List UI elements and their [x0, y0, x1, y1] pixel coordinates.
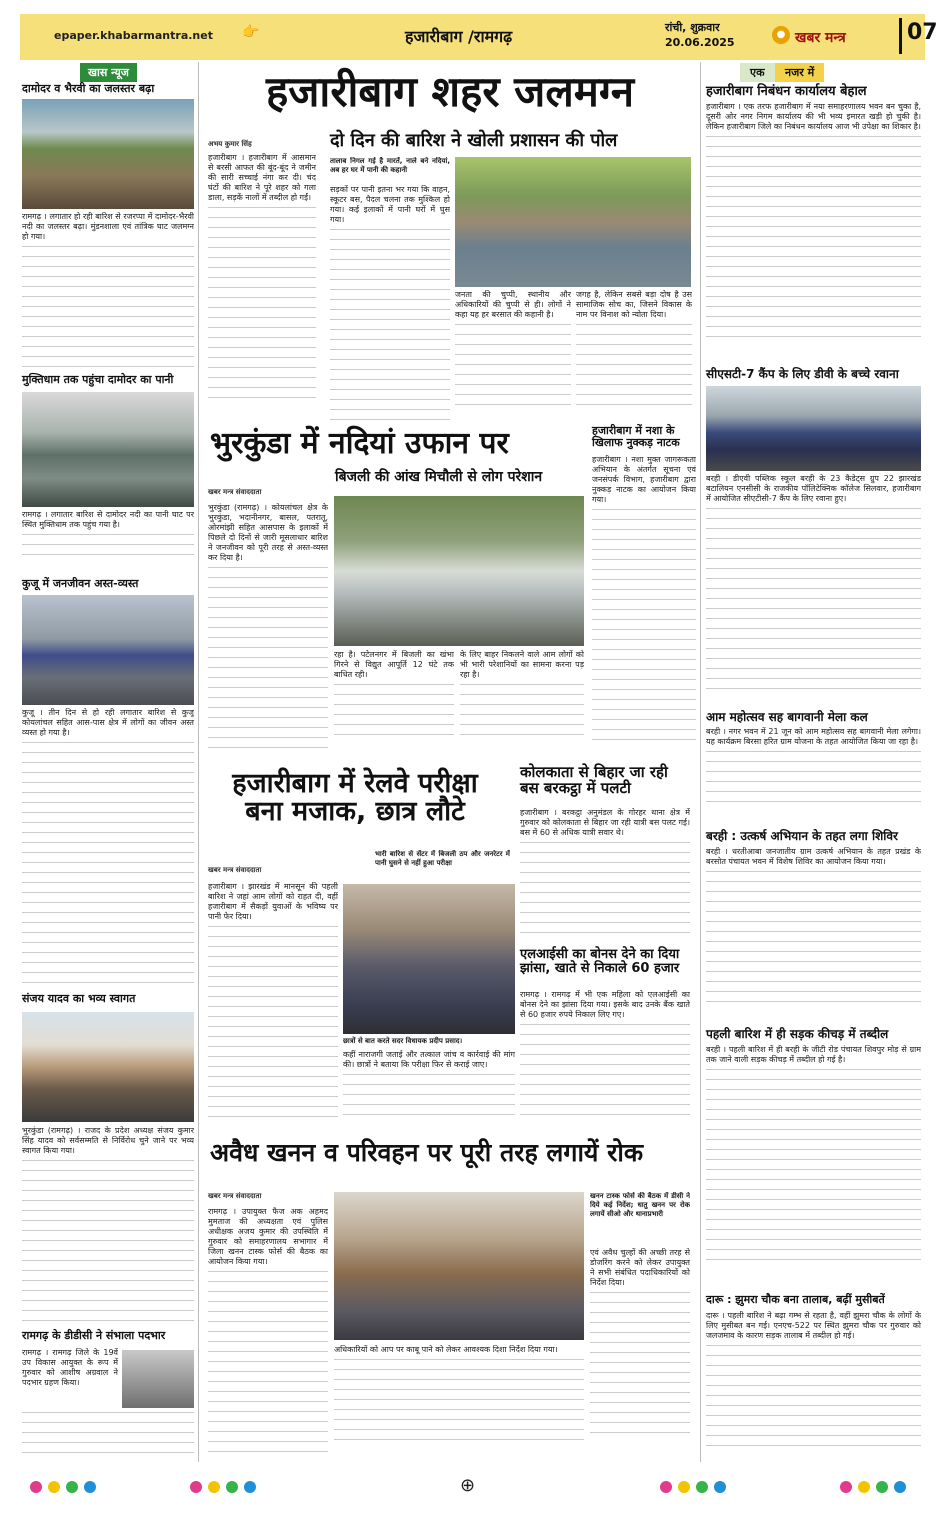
footer-registration-strip: [20, 1471, 925, 1501]
headline[interactable]: भुरकुंडा में नदियां उफान पर: [210, 426, 509, 461]
article-text: हजारीबाग । नशा मुक्त जागरूकता अभियान के अंतर्गत सूचना एवं जनसंपर्क विभाग, हजारीबाग द्वारा नुक्कड़ नाटक का आयोजन किया गया।: [592, 455, 696, 755]
registration-dot: [894, 1481, 906, 1493]
article-text: रामगढ़ । रामगढ़ जिले के 19वें उप विकास आयुक्त के रूप में गुरुवार को आशीष अग्रवाल ने पदभार ग्रहण किया।: [22, 1348, 118, 1387]
logo-icon: ●: [772, 26, 790, 44]
section-tag: खास न्यूज: [80, 63, 137, 82]
article-text: अधिकारियों को आप पर काबू पाने को लेकर आवश्यक दिशा निर्देश दिया गया।: [334, 1345, 584, 1462]
byline: खबर मन्त्र संवाददाता: [208, 866, 262, 874]
registration-dot: [48, 1481, 60, 1493]
column-divider: [198, 62, 199, 1462]
article-text: बरही । पहली बारिश में ही बरही के जीटी रोड पंचायत शिवपुर मोड़ से ग्राम तक जाने वाली सड़क कीचड़ में तब्दील हो गई है।: [706, 1045, 921, 1290]
article-text: बरही । धरतीआबा जनजातीय ग्राम उत्कर्ष अभियान के तहत प्रखंड के बरसोत पंचायत भवन में विशेष शिविर का आयोजन किया गया।: [706, 847, 921, 1025]
registration-dot: [876, 1481, 888, 1493]
page-number: 07: [907, 20, 938, 45]
article-text: एवं अवैध चुल्हों की अच्छी तरह से डोजरिंग करने को लेकर उपायुक्त ने सभी संबंधित पदाधिकारियों को निर्देश दिया।: [590, 1248, 690, 1462]
article-text: के लिए बाहर निकलने वाले आम लोगों को भी भारी परेशानियों का सामना करना पड़ रहा है।: [460, 650, 584, 750]
headline[interactable]: पहली बारिश में ही सड़क कीचड़ में तब्दील: [706, 1027, 889, 1041]
ddc-portrait-photo[interactable]: [122, 1350, 194, 1408]
article-text: दारू । पहली बारिश ने बढ़ा गम्भ से रहता है, वहीं झुमरा चौक के लोगों के लिए मुसीबत बन गई। एनएच-522 पर स्थित झुमरा चौक पर गुरुवार को जलजमाव के कारण सड़क तालाब में तब्दील हो गई।: [706, 1311, 921, 1462]
registration-dot: [30, 1481, 42, 1493]
article-text: जगह है, लेकिन सबसे बड़ा दोष है उस सामाजिक सोच का, जिसने विकास के नाम पर विनाश को न्योता दिया।: [576, 290, 692, 430]
article-text: हजारीबाग । बरकट्ठा अनुमंडल के गोरहर थाना क्षेत्र में गुरुवार को कोलकाता से बिहार जा रही यात्री बस पलट गई। बस में 60 से अधिक यात्री सवार थे।: [520, 808, 690, 943]
newspaper-logo: खबर मन्त्र: [795, 30, 846, 46]
ncc-cadets-photo[interactable]: [706, 386, 921, 471]
registration-dot: [678, 1481, 690, 1493]
headline[interactable]: मुक्तिधाम तक पहुंचा दामोदर का पानी: [22, 373, 174, 386]
registration-dot: [244, 1481, 256, 1493]
article-text: रामगढ़ । लगातार बारिश से दामोदर नदी का पानी घाट पर स्थित मुक्तिधाम तक पहुंच गया है।: [22, 510, 194, 572]
crematorium-flood-photo[interactable]: [22, 392, 194, 507]
registration-dot: [660, 1481, 672, 1493]
headline[interactable]: दामोदर व भैरवी का जलस्तर बढ़ा: [22, 82, 155, 95]
article-text: बरही । नगर भवन में 21 जून को आम महोत्सव सह बागवानी मेला लगेगा। यह कार्यक्रम बिरसा हरित ग्राम योजना के तहत आयोजित किया जा रहा है।: [706, 727, 921, 827]
byline: अभय कुमार सिंह: [208, 140, 252, 148]
flood-river-photo[interactable]: [22, 99, 194, 209]
headline[interactable]: एलआईसी का बोनस देने का दिया झांसा, खाते से निकाले 60 हजार: [520, 947, 680, 976]
lead-banner-headline[interactable]: हजारीबाग शहर जलमग्न: [265, 67, 635, 116]
registration-dot: [84, 1481, 96, 1493]
article-text: कहीं नाराजगी जताई और तत्काल जांच व कार्रवाई की मांग की। छात्रों ने बताया कि परीक्षा फिर से कराई जाए।: [343, 1050, 515, 1128]
byline: खबर मन्त्र संवाददाता: [208, 1192, 262, 1200]
article-text: जनता की चुप्पी, स्थानीय और अधिकारियों की चुप्पी से ही। लोगों ने कहा यह हर बरसात की कहानी है।: [455, 290, 571, 430]
welcome-ceremony-photo[interactable]: [22, 1012, 194, 1122]
article-text: हजारीबाग । हजारीबाग में आसमान से बरसी आफत की बूंद-बूंद ने जमीन की सारी सच्चाई नंगा कर दी। चंद घंटों की बारिश ने पूरे शहर को गला डाला, सड़कें नालों में तब्दील हो गईं।: [208, 153, 316, 428]
dateline-city: रांची, शुक्रवार: [665, 21, 720, 34]
registration-dot: [714, 1481, 726, 1493]
subheadline: तालाब निगल गई है मारतें, नाले बने नदियां, अब हर घर में पानी की कहानी: [330, 157, 450, 174]
registration-dot: [840, 1481, 852, 1493]
article-text: रामगढ़ । लगातार हो रही बारिश से रजरप्पा में दामोदर-भैरवी नदी का जलस्तर बढ़ा। मुंडनशाला एवं तांत्रिक घाट जलमग्न हो गया।: [22, 212, 194, 370]
headline[interactable]: हजारीबाग निबंधन कार्यालय बेहाल: [706, 84, 867, 99]
students-with-mla-photo[interactable]: [343, 884, 515, 1034]
headline[interactable]: दो दिन की बारिश ने खोली प्रशासन की पोल: [330, 130, 618, 151]
registration-dot: [696, 1481, 708, 1493]
headline[interactable]: हजारीबाग में नशा के खिलाफ नुक्कड़ नाटक: [592, 424, 680, 449]
overflowing-river-photo[interactable]: [334, 496, 584, 646]
registration-dot: [190, 1481, 202, 1493]
section-tag: एक: [740, 63, 775, 82]
headline[interactable]: दारू : झुमरा चौक बना तालाब, बढ़ीं मुसीबतें: [706, 1293, 885, 1306]
site-url[interactable]: epaper.khabarmantra.net: [54, 29, 213, 42]
headline[interactable]: कुजू में जनजीवन अस्त-व्यस्त: [22, 577, 139, 590]
waterlogged-rail-photo[interactable]: [22, 595, 194, 705]
divider: [899, 18, 902, 54]
photo-caption: खनन टास्क फोर्स की बैठक में डीसी ने दिये कई निर्देश; धातु खनन पर रोक लगायें सीओ और थानाप्रभारी: [590, 1192, 690, 1218]
headline[interactable]: हजारीबाग में रेलवे परीक्षा बना मजाक, छात्र लौटे: [232, 768, 478, 828]
dateline-date: 20.06.2025: [665, 36, 735, 49]
registration-dot: [226, 1481, 238, 1493]
subheadline: बिजली की आंख मिचौली से लोग परेशान: [335, 469, 543, 485]
headline[interactable]: सीएसटी-7 कैंप के लिए डीवी के बच्चे रवाना: [706, 367, 899, 381]
task-force-meeting-photo[interactable]: [334, 1192, 584, 1340]
section-tag: नजर में: [775, 63, 824, 82]
headline[interactable]: रामगढ़ के डीडीसी ने संभाला पदभार: [22, 1329, 166, 1342]
section-title: हजारीबाग /रामगढ़: [405, 27, 513, 46]
photo-caption: छात्रों से बात करते सदर विधायक प्रदीप प्रसाद।: [343, 1037, 463, 1045]
subheadline: भारी बारिश से सेंटर में बिजली ठप और जनरेटर में पानी घुसने से नहीं हुआ परीक्षा: [375, 850, 510, 867]
headline[interactable]: संजय यादव का भव्य स्वागत: [22, 992, 136, 1005]
text-lines: [22, 1412, 194, 1462]
headline[interactable]: कोलकाता से बिहार जा रही बस बरकट्ठा में पलटी: [520, 763, 668, 797]
article-text: रामगढ़ । उपायुक्त फैज अक अहमद मुमताज की अध्यक्षता एवं पुलिस अधीक्षक अजय कुमार की उपस्थिति में गुरुवार को समाहरणालय सभागार में जिला खनन टास्क फोर्स की बैठक का आयोजन किया गया।: [208, 1207, 328, 1462]
article-text: रहा है। पटेलनगर में बिजली का खंभा गिरने से विद्युत आपूर्ति 12 घंटे तक बाधित रही।: [334, 650, 454, 750]
registration-dot: [66, 1481, 78, 1493]
article-text: बरही । डीएवी पब्लिक स्कूल बरही के 23 कैडेट्स ग्रुप 22 झारखंड बटालियन एनसीसी के राजकीय पॉलिटेक्निक कॉलेज सिलवार, हजारीबाग में आयोजित सीएटीसी-7 कैंप के लिए रवाना हुए।: [706, 474, 921, 704]
registration-dot: [208, 1481, 220, 1493]
column-divider: [700, 62, 701, 1462]
article-text: सड़कों पर पानी इतना भर गया कि वाहन, स्कूटर बस, पैदल चलना तक मुश्किल हो गया। कई इलाकों में पानी घरों में घुस गया।: [330, 185, 450, 430]
headline[interactable]: बरही : उत्कर्ष अभियान के तहत लगा शिविर: [706, 829, 898, 843]
registration-dot: [858, 1481, 870, 1493]
article-text: हजारीबाग । एक तरफ हजारीबाग में नया समाहरणालय भवन बन चुका है, दूसरी ओर नगर निगम कार्यालय की भी भव्य इमारत खड़ी हो चुकी है। लेकिन हजारीबाग जिले का निबंधन कार्यालय आज भी उपेक्षा का शिकार है।: [706, 102, 921, 364]
article-text: भुरकुंडा (रामगढ़) । राजद के प्रदेश अध्यक्ष संजय कुमार सिंह यादव को सर्वसम्मति से निर्विरोध चुने जाने पर भव्य स्वागत किया गया।: [22, 1126, 194, 1326]
article-text: भुरकुंडा (रामगढ़) । कोयलांचल क्षेत्र के भुरकुंडा, भदानीनगर, बासल, पतरातू, ओरमांझी सहित आसपास के इलाकों में पिछले दो दिनों से जारी मूसलाधार बारिश ने जनजीवन को पूरी तरह से अस्त-व्यस्त कर दिया है।: [208, 503, 328, 753]
article-text: हजारीबाग । झारखंड में मानसून की पहली बारिश ने जहां आम लोगों को राहत दी, वहीं हजारीबाग में सैकड़ों युवाओं के भविष्य पर पानी फेर दिया।: [208, 882, 338, 1128]
masthead: [20, 14, 938, 60]
people-in-floodwater-photo[interactable]: [455, 157, 691, 287]
registration-mark-icon: ⊕: [460, 1475, 476, 1496]
cursor-icon: 👉: [242, 24, 260, 40]
headline[interactable]: अवैध खनन व परिवहन पर पूरी तरह लगायें रोक: [210, 1138, 644, 1167]
article-text: कुजू । तीन दिन से हो रही लगातार बारिश से कुजू कोयलांचल सहित आस-पास क्षेत्र में लोगों का जीवन अस्त व्यस्त हो गया है।: [22, 708, 194, 990]
headline[interactable]: आम महोत्सव सह बागवानी मेला कल: [706, 710, 868, 724]
byline: खबर मन्त्र संवाददाता: [208, 488, 262, 496]
article-text: रामगढ़ । रामगढ़ में भी एक महिला को एलआईसी का बोनस देने का झांसा दिया गया। इसके बाद उनके बैंक खाते से 60 हजार रुपये निकाल लिए गए।: [520, 990, 690, 1128]
